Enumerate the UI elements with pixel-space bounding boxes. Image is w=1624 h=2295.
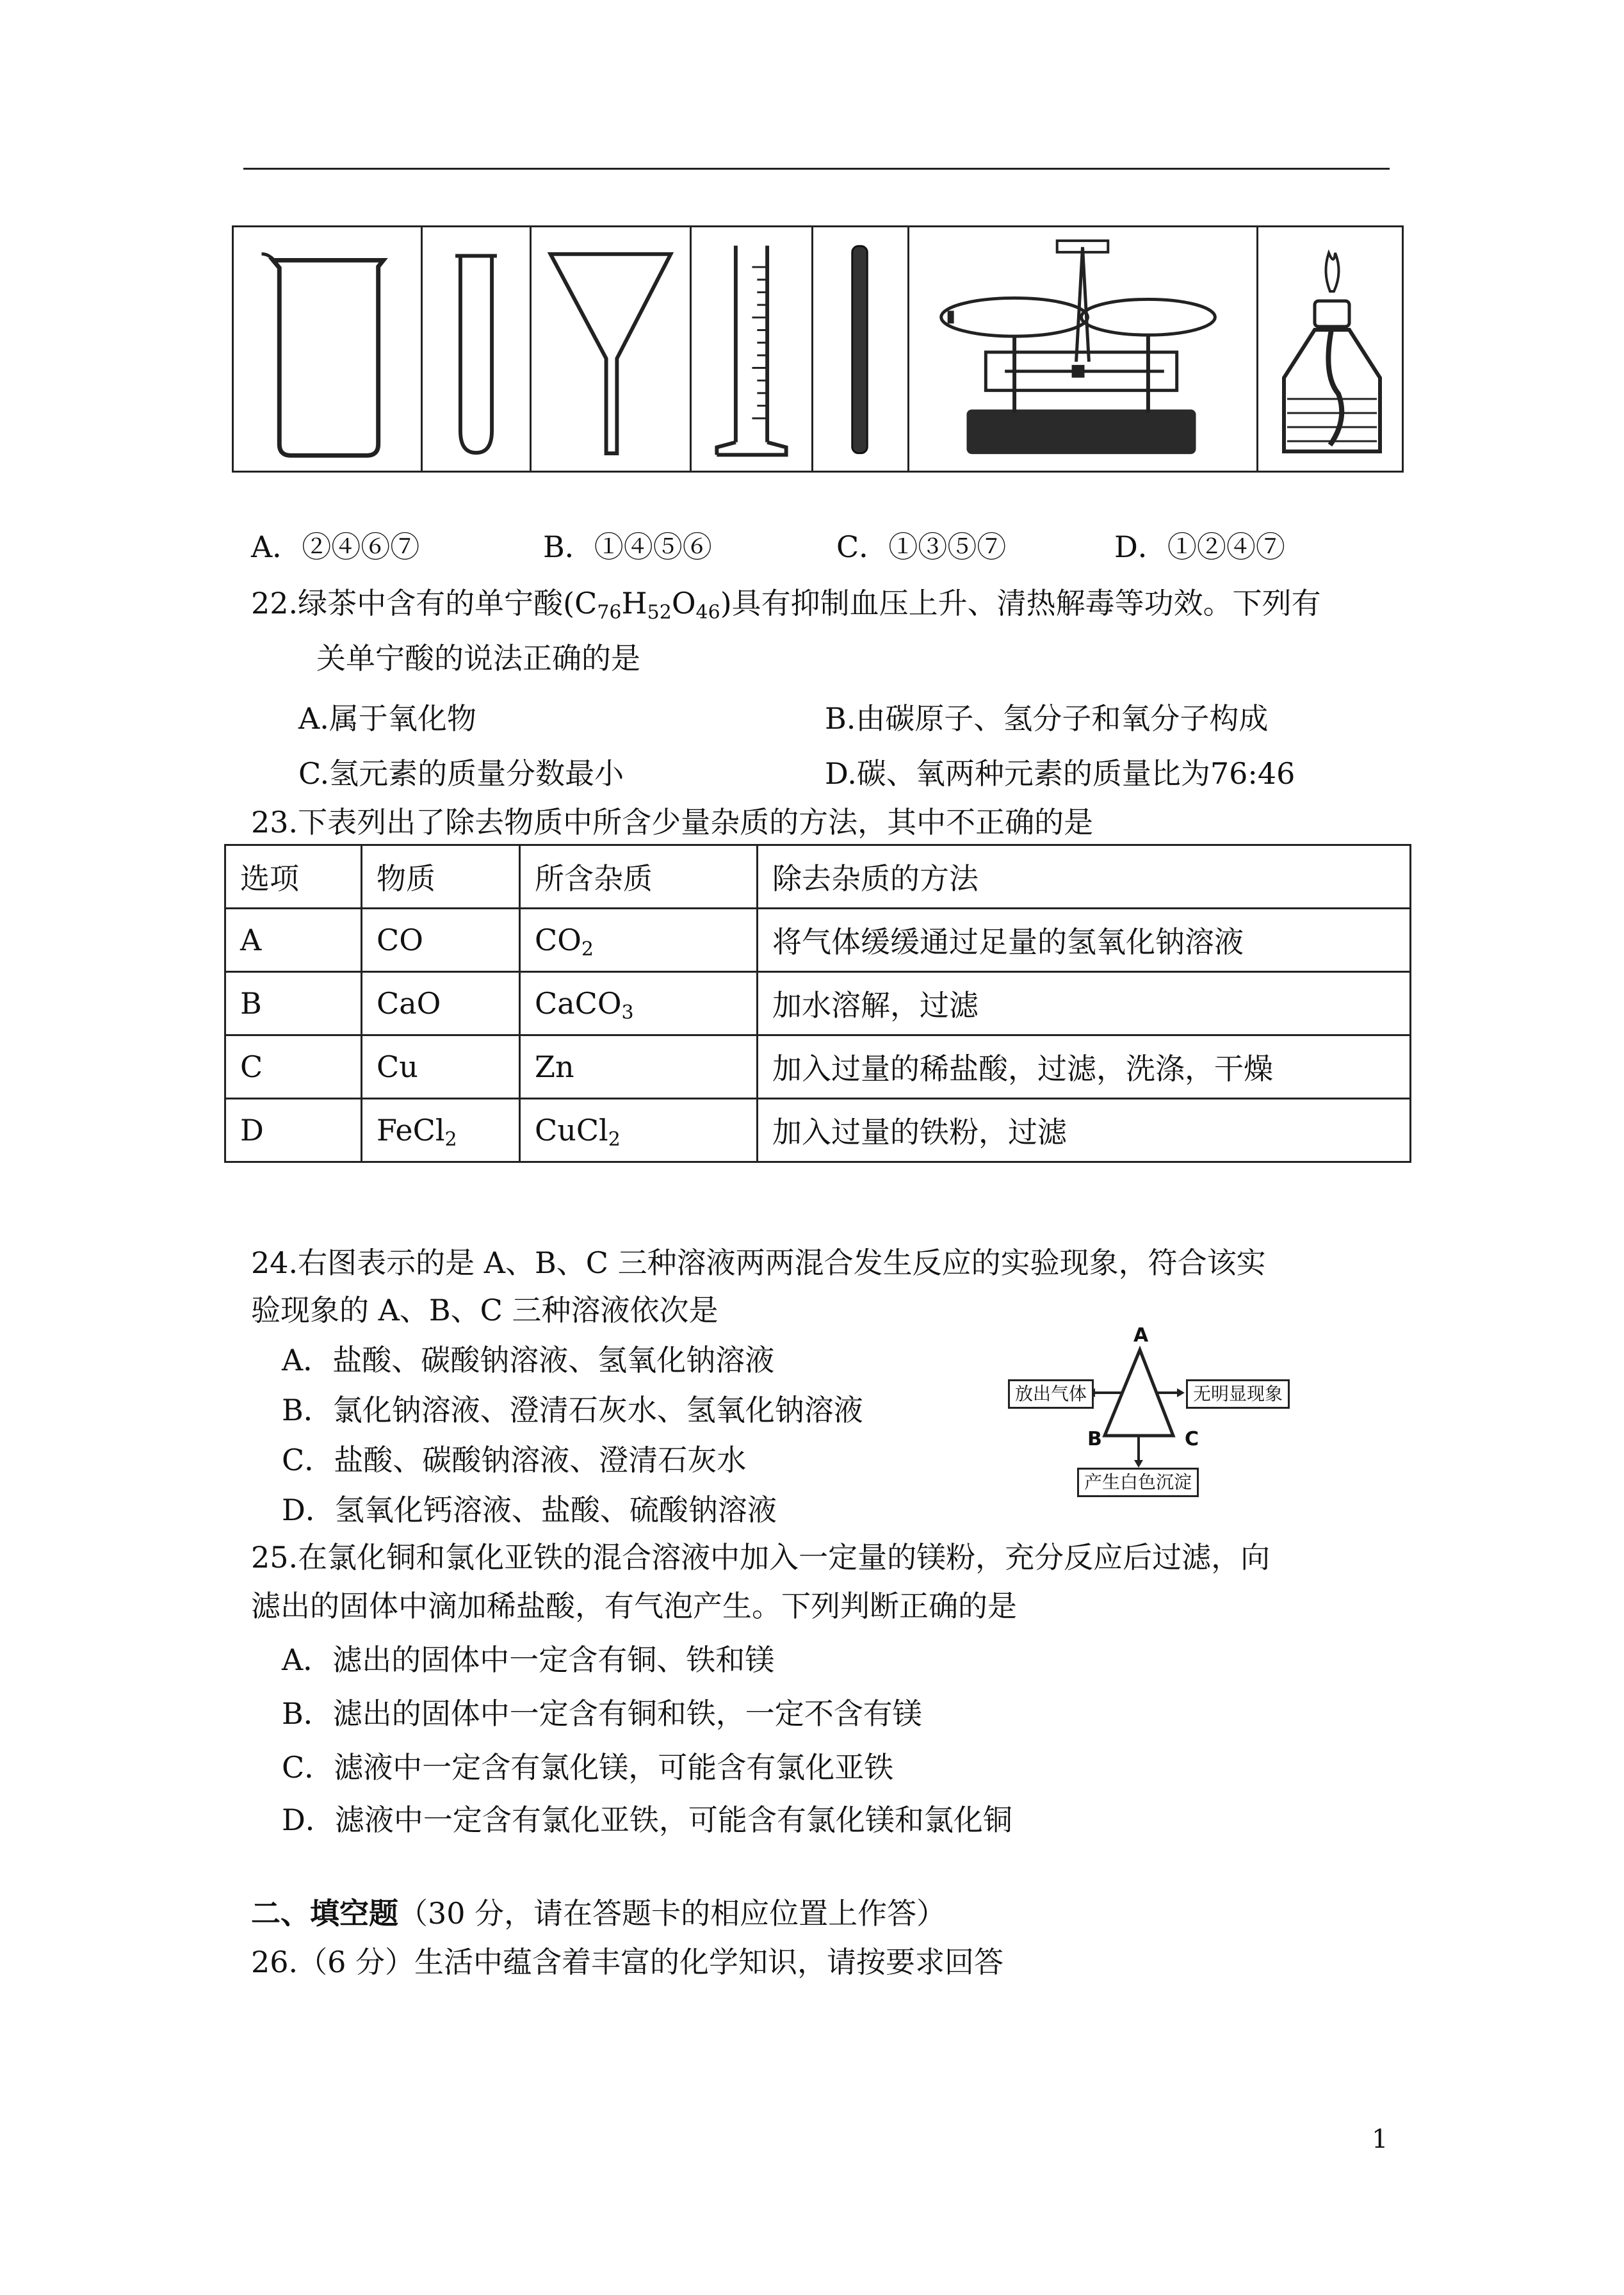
diagram-box-precipitate: 产生白色沉淀 [1077,1468,1199,1497]
q24-option-c: C．盐酸、碳酸钠溶液、澄清石灰水 [282,1443,747,1477]
test-tube-icon [423,227,532,471]
diagram-box-no-change: 无明显现象 [1186,1379,1290,1409]
apparatus-table [232,225,1404,473]
impurity-cell: Zn [520,1035,758,1099]
q25-option-c: C．滤液中一定含有氯化镁，可能含有氯化亚铁 [282,1750,894,1785]
header-cell: 除去杂质的方法 [758,845,1411,909]
table-header-row [225,845,1411,909]
section-heading: 二、填空题（30 分，请在答题卡的相应位置上作答） [251,1896,946,1931]
diagram-label-a: A [1133,1324,1149,1347]
header-rule [243,168,1390,170]
q26-stem: 26.（6 分）生活中蕴含着丰富的化学知识，请按要求回答 [251,1945,1004,1979]
impurity-table [224,844,1411,1163]
q24-stem-line1: 24.右图表示的是 A、B、C 三种溶液两两混合发生反应的实验现象，符合该实 [251,1245,1266,1280]
q22-option-d: D.碳、氧两种元素的质量比为76:46 [825,756,1295,791]
impurity-cell: CuCl$_2$ [520,1099,758,1162]
q22-stem-line2: 关单宁酸的说法正确的是 [316,641,640,676]
substance-cell: Cu [362,1035,520,1099]
diagram-label-c: C [1185,1428,1199,1450]
table-row [225,909,1411,972]
q22-option-c: C.氢元素的质量分数最小 [298,756,624,791]
q21-option-d: D．①②④⑦ [1114,530,1285,564]
method-cell: 加水溶解，过滤 [758,972,1411,1035]
substance-cell: FeCl$_2$ [362,1099,520,1162]
substance-cell: CO [362,909,520,972]
header-cell: 所含杂质 [520,845,758,909]
q23-stem: 23.下表列出了除去物质中所含少量杂质的方法，其中不正确的是 [251,805,1094,839]
reaction-diagram [1005,1324,1313,1498]
q25-option-d: D．滤液中一定含有氯化亚铁，可能含有氯化镁和氯化铜 [282,1803,1012,1837]
q24-stem-line2: 验现象的 A、B、C 三种溶液依次是 [251,1293,719,1327]
q22-option-b: B.由碳原子、氢分子和氧分子构成 [825,701,1269,736]
table-row [225,1035,1411,1099]
balance-icon [909,227,1258,471]
impurity-cell: CaCO$_3$ [520,972,758,1035]
q22-stem-line1: 22.绿茶中含有的单宁酸$(C_{76}H_{52}O_{46})$具有抑制血压上升、清热解毒等功效。下列有 [251,586,1321,624]
method-cell: 加入过量的铁粉，过滤 [758,1099,1411,1162]
graduated-cylinder-icon [692,227,813,471]
diagram-box-gas: 放出气体 [1008,1379,1094,1409]
q24-option-d: D．氢氧化钙溶液、盐酸、硫酸钠溶液 [282,1493,777,1527]
q24-option-b: B．氯化钠溶液、澄清石灰水、氢氧化钠溶液 [282,1393,863,1427]
page-number: 1 [1372,2125,1388,2154]
table-row [225,1099,1411,1162]
q21-option-a: A．②④⑥⑦ [251,530,420,564]
impurity-cell: $CO_2$ [520,909,758,972]
funnel-icon [532,227,692,471]
header-cell: 物质 [362,845,520,909]
q22-option-a: A.属于氧化物 [298,701,476,736]
method-cell: 加入过量的稀盐酸，过滤，洗涤，干燥 [758,1035,1411,1099]
method-cell: 将气体缓缓通过足量的氢氧化钠溶液 [758,909,1411,972]
beaker-icon [234,227,423,471]
glass-rod-icon [813,227,909,471]
header-cell: 选项 [225,845,362,909]
q25-stem-line2: 滤出的固体中滴加稀盐酸，有气泡产生。下列判断正确的是 [251,1589,1017,1623]
option-cell: A [225,909,362,972]
option-cell: D [225,1099,362,1162]
diagram-label-b: B [1087,1428,1102,1450]
option-cell: B [225,972,362,1035]
table-row [225,972,1411,1035]
q25-option-a: A．滤出的固体中一定含有铜、铁和镁 [282,1642,775,1677]
substance-cell: CaO [362,972,520,1035]
q24-option-a: A．盐酸、碳酸钠溶液、氢氧化钠溶液 [282,1343,775,1377]
alcohol-lamp-icon [1258,227,1406,471]
q21-option-c: C．①③⑤⑦ [836,530,1007,564]
q25-option-b: B．滤出的固体中一定含有铜和铁，一定不含有镁 [282,1696,922,1731]
q25-stem-line1: 25.在氯化铜和氯化亚铁的混合溶液中加入一定量的镁粉，充分反应后过滤，向 [251,1540,1271,1575]
option-cell: C [225,1035,362,1099]
q21-option-b: B．①④⑤⑥ [543,530,712,564]
